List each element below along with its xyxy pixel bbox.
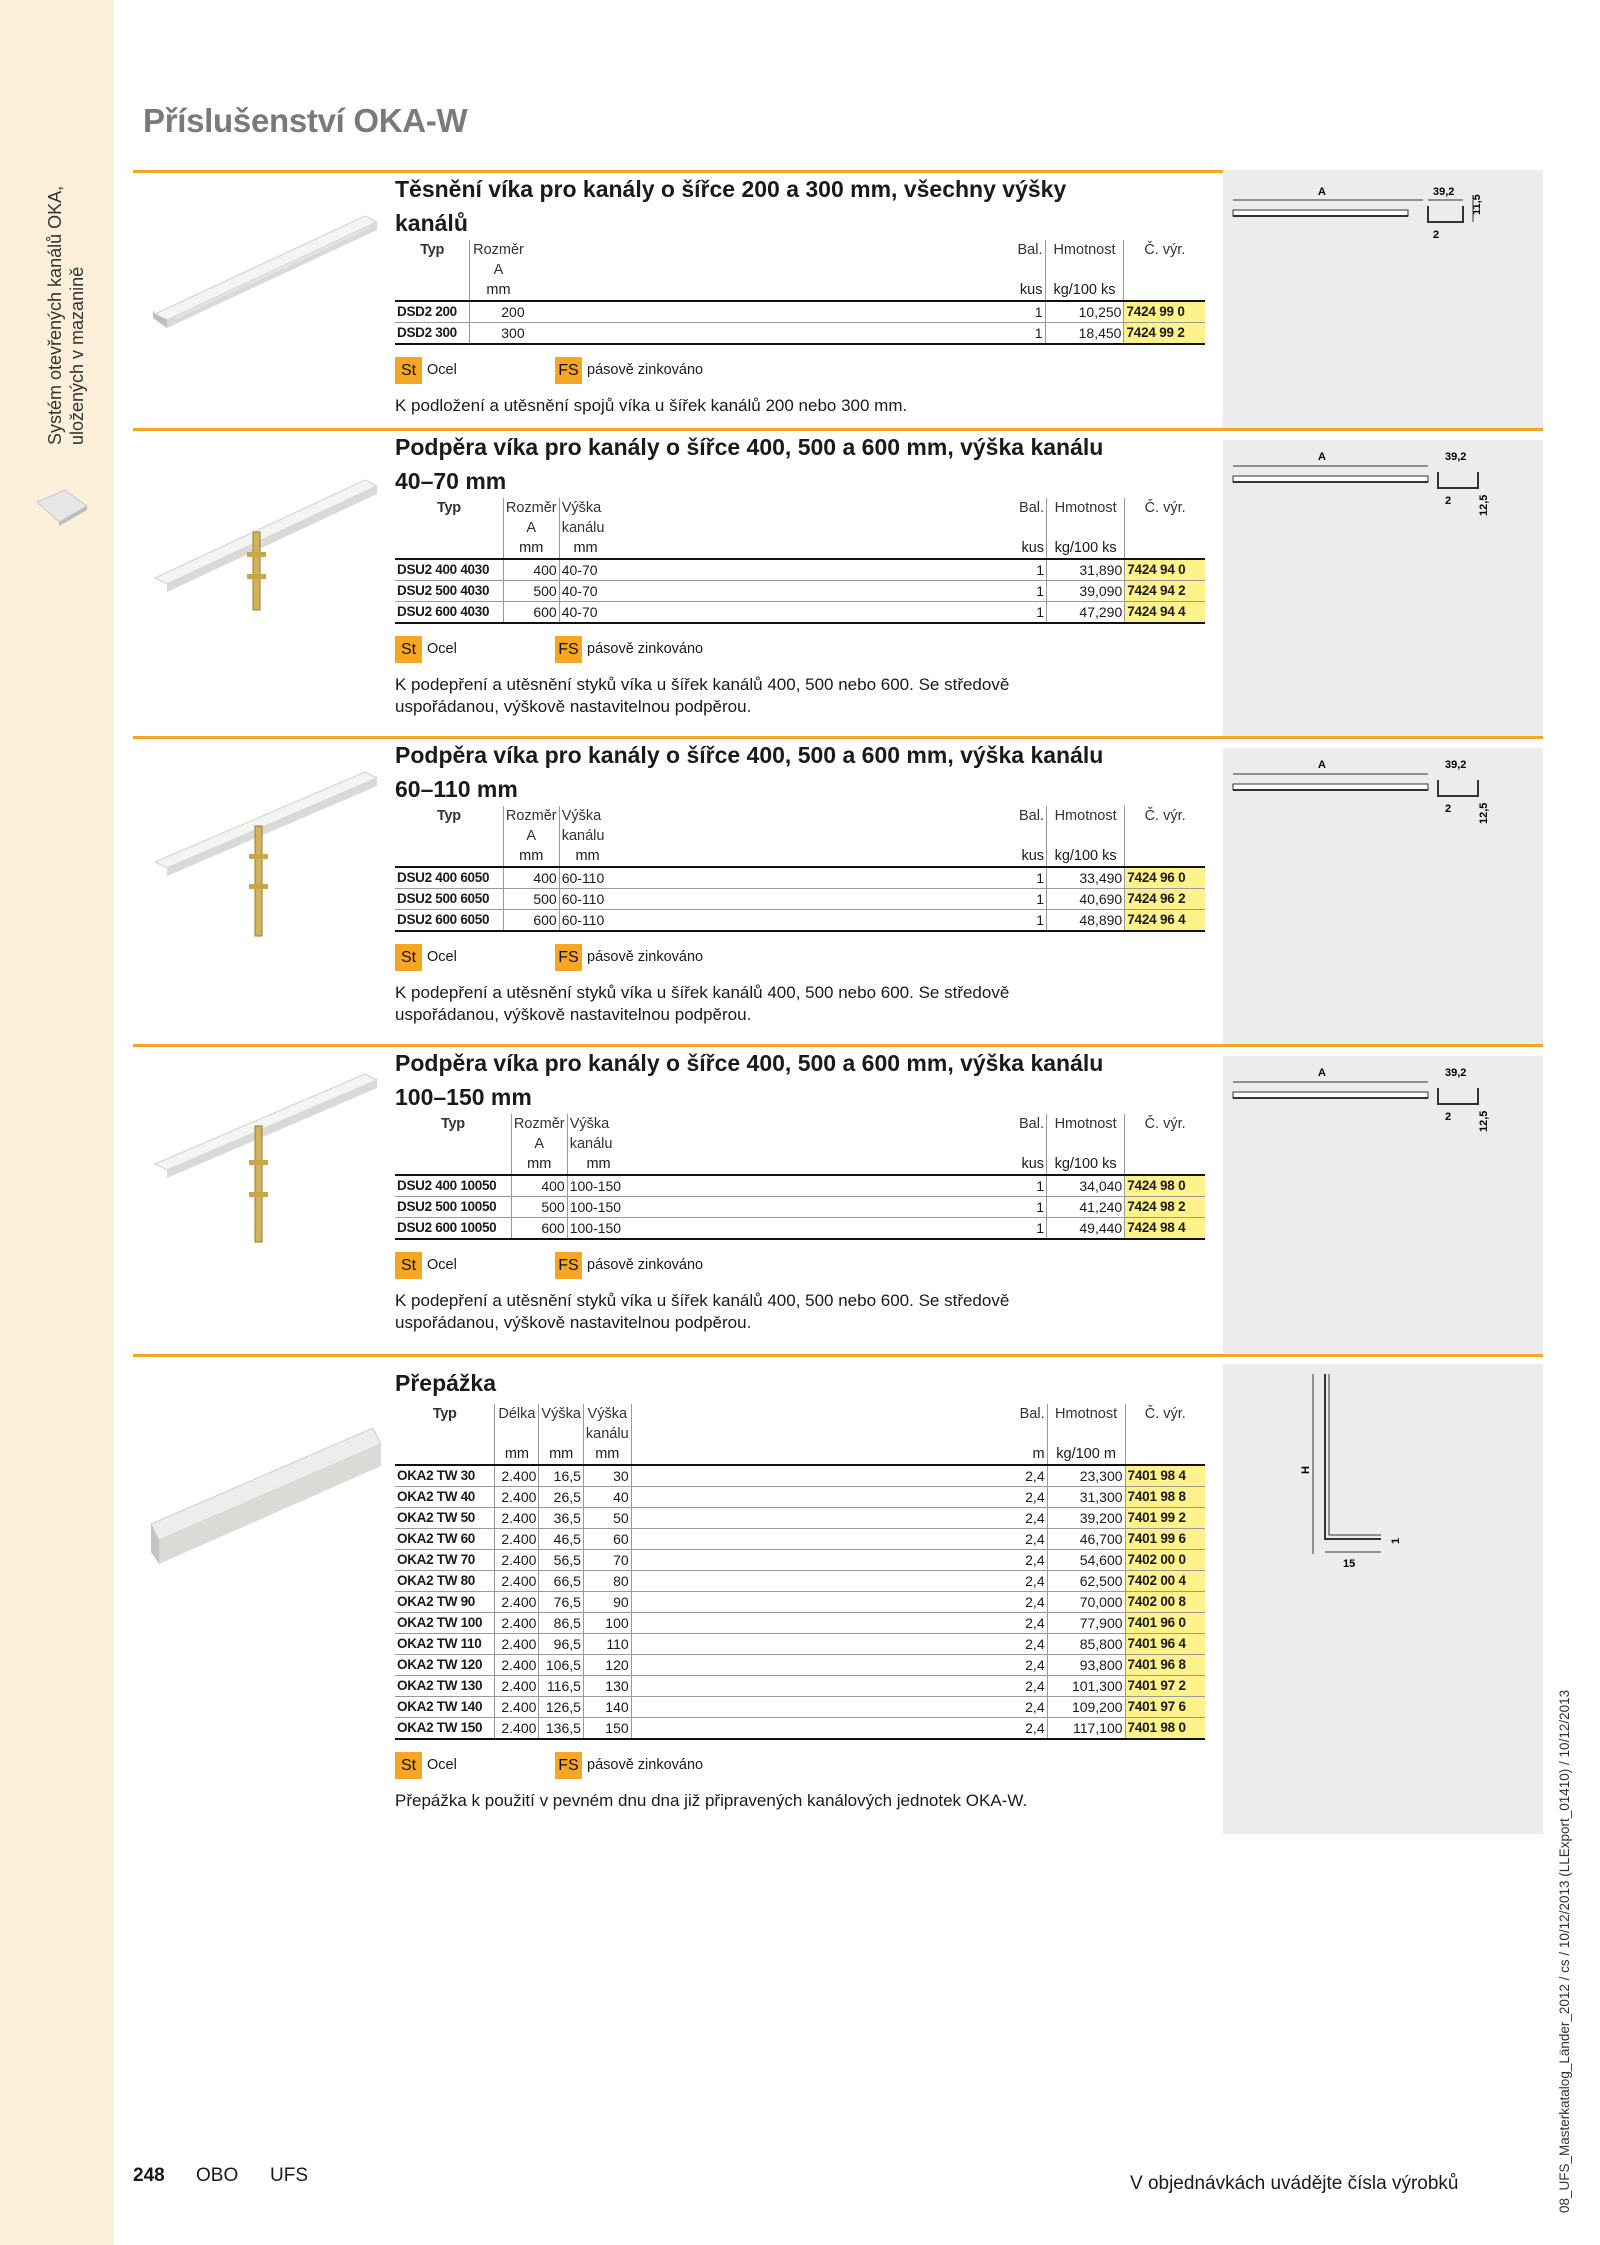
product-title: Podpěra víka pro kanály o šířce 400, 500 a 600 mm, výška kanálu 40–70 mm [395, 434, 1104, 494]
table-row: OKA2 TW 80 2.400 66,5 80 2,4 62,500 7402 00 4 [395, 1571, 1205, 1592]
lid-seal-drawing [1223, 170, 1543, 250]
section-content [395, 428, 1205, 718]
spec-table: Typ Délka Výška Výška kanálu Bal. Hmotnost Č. výr. mm mm mm m kg/100 m OKA2 TW 30 2.400 16,5 30 2,4 23,300 7401 98 4 OKA2 TW 40 2.400 26,5 40 2,4 31,300 7401 98 8 OKA2 TW 50 2.400 36,5 50 2,4 39,200 7401 99 2 OKA2 TW 60 2.400 46,5 60 2,4 46,700 7401 99 6 OKA2 TW 70 2.400 56,5 70 2,4 54,600 7402 00 0 OKA2 TW 80 2.400 66,5 80 2,4 62,500 7402 00 4 OKA2 TW 90 2.400 76,5 90 2,4 70,000 7402 00 8 OKA2 TW 100 2.400 86,5 100 2,4 77,900 7401 96 0 OKA2 TW 110 2.400 96,5 110 2,4 85,800 7401 96 4 OKA2 TW 120 2.400 106,5 120 2,4 93,800 7401 96 8 OKA2 TW 130 2.400 116,5 130 2,4 101,300 7401 97 2 OKA2 TW 140 2.400 126,5 140 2,4 109,200 7401 97 6 OKA2 TW 150 2.400 136,5 150 2,4 117,100 7401 98 0 [395, 1404, 1205, 1740]
svg-text:39,2: 39,2 [1445, 1067, 1467, 1079]
lid-seal-image [145, 192, 385, 372]
footer-brand: OBO [196, 2165, 239, 2186]
svg-text:A: A [1318, 451, 1326, 463]
material-row: St Ocel FS pásově zinkováno [395, 1252, 1205, 1282]
col-bal: Bal. [1017, 242, 1043, 258]
product-description: K podepření a utěsnění styků víka u šířek kanálů 400, 500 nebo 600. Se středově uspořádanou, výškově nastavitelnou podpěrou. [395, 1291, 1010, 1332]
lid-support-drawing [1223, 748, 1543, 838]
section-dsu2-10050 [133, 1044, 1543, 1354]
lid-support-image [145, 456, 385, 636]
material-code-st: St [395, 357, 422, 384]
lid-support-image [145, 1064, 385, 1244]
svg-text:12,5: 12,5 [1478, 494, 1490, 516]
section-content [395, 1354, 1205, 1812]
section-dsu2-6050 [133, 736, 1543, 1044]
table-row: OKA2 TW 50 2.400 36,5 50 2,4 39,200 7401 99 2 [395, 1508, 1205, 1529]
page-title: Příslušenství OKA-W [143, 102, 468, 139]
table-row: DSD2 300 300 1 18,450 7424 99 2 [395, 323, 1205, 345]
title-line2: kanálů [395, 210, 468, 236]
technical-drawing [1223, 170, 1543, 428]
section-content [395, 736, 1205, 1026]
chapter-marker-icon [35, 488, 90, 528]
table-row: OKA2 TW 60 2.400 46,5 60 2,4 46,700 7401 99 6 [395, 1529, 1205, 1550]
table-row: DSU2 400 10050 400 100-150 1 34,040 7424 98 0 [395, 1175, 1205, 1197]
col-article: Č. výr. [1124, 240, 1205, 280]
section-divider [133, 1354, 1543, 1834]
section-content [395, 170, 1205, 417]
divider-drawing [1223, 1364, 1543, 1604]
col-dim: Rozměr A [470, 240, 527, 280]
col-weight: Hmotnost [1045, 240, 1124, 280]
product-title: Podpěra víka pro kanály o šířce 400, 500 a 600 mm, výška kanálu 100–150 mm [395, 1050, 1104, 1110]
product-title: Přepážka [395, 1370, 497, 1396]
table-row: OKA2 TW 150 2.400 136,5 150 2,4 117,100 7401 98 0 [395, 1718, 1205, 1740]
table-row: DSD2 200 200 1 10,250 7424 99 0 [395, 301, 1205, 323]
material-row: St Ocel FS pásově zinkováno [395, 1752, 1205, 1782]
svg-text:39,2: 39,2 [1445, 759, 1467, 771]
material-row [395, 357, 1205, 387]
title-line1: Těsnění víka pro kanály o šířce 200 a 300 mm, všechny výšky [395, 176, 1067, 202]
document-code: 08_UFS_Masterkatalog_Länder_2012 / cs / 10/12/2013 (LLExport_01410) / 10/12/2013 [1557, 1689, 1572, 2213]
footer-note: V objednávkách uvádějte čísla výrobků [1130, 2173, 1459, 2194]
svg-text:15: 15 [1343, 1558, 1356, 1570]
technical-drawing [1223, 1056, 1543, 1354]
page-number: 248 [133, 2165, 165, 2186]
table-row: OKA2 TW 110 2.400 96,5 110 2,4 85,800 7401 96 4 [395, 1634, 1205, 1655]
svg-text:1: 1 [1390, 1537, 1402, 1544]
svg-text:H: H [1300, 1466, 1312, 1474]
svg-text:2: 2 [1433, 229, 1440, 241]
technical-drawing [1223, 440, 1543, 736]
material-label-st: Ocel [427, 362, 457, 378]
product-title: Podpěra víka pro kanály o šířce 400, 500 a 600 mm, výška kanálu 60–110 mm [395, 742, 1104, 802]
svg-text:12,5: 12,5 [1478, 1110, 1490, 1132]
material-row: St Ocel FS pásově zinkováno [395, 944, 1205, 974]
material-label-fs: pásově zinkováno [587, 362, 704, 378]
spec-table: Typ Rozměr A Výška kanálu Bal. Hmotnost Č. výr. mm mm kus kg/100 ks DSU2 400 6050 400 60-110 1 33,490 7424 96 0 DSU2 500 6050 500 60-110 1 40,690 7424 96 2 DSU2 600 6050 600 60-110 1 48,890 7424 96 4 [395, 806, 1205, 932]
section-dsd2 [133, 170, 1543, 428]
svg-text:12,5: 12,5 [1478, 802, 1490, 824]
material-row: St Ocel FS pásově zinkováno [395, 636, 1205, 666]
svg-text:2: 2 [1445, 495, 1452, 507]
product-title [395, 172, 1205, 240]
technical-drawing [1223, 1364, 1543, 1834]
product-description: K podepření a utěsnění styků víka u šířek kanálů 400, 500 nebo 600. Se středově uspořádanou, výškově nastavitelnou podpěrou. [395, 675, 1010, 716]
product-description: Přepážka k použití v pevném dnu dna již připravených kanálových jednotek OKA-W. [395, 1791, 1028, 1810]
svg-text:A: A [1318, 186, 1326, 198]
col-typ: Typ [420, 242, 445, 258]
table-row: DSU2 600 10050 600 100-150 1 49,440 7424 98 4 [395, 1218, 1205, 1240]
table-row: DSU2 500 6050 500 60-110 1 40,690 7424 96 2 [395, 889, 1205, 910]
spec-table: Typ Rozměr A Výška kanálu Bal. Hmotnost Č. výr. mm mm kus kg/100 ks DSU2 400 10050 400 100-150 1 34,040 7424 98 0 DSU2 500 10050 500 100-150 1 41,240 7424 98 2 DSU2 600 10050 600 100-150 1 49,440 7424 98 4 [395, 1114, 1205, 1240]
table-row: OKA2 TW 140 2.400 126,5 140 2,4 109,200 7401 97 6 [395, 1697, 1205, 1718]
side-chapter-line2: uložených v mazanině [67, 266, 87, 445]
table-row: OKA2 TW 100 2.400 86,5 100 2,4 77,900 7401 96 0 [395, 1613, 1205, 1634]
lid-support-drawing [1223, 440, 1543, 530]
svg-text:A: A [1318, 1067, 1326, 1079]
svg-text:2: 2 [1445, 1111, 1452, 1123]
table-row: OKA2 TW 30 2.400 16,5 30 2,4 23,300 7401 98 4 [395, 1465, 1205, 1487]
table-row: OKA2 TW 70 2.400 56,5 70 2,4 54,600 7402 00 0 [395, 1550, 1205, 1571]
product-description: K podložení a utěsnění spojů víka u šířek kanálů 200 nebo 300 mm. [395, 396, 908, 415]
table-row: DSU2 400 6050 400 60-110 1 33,490 7424 96 0 [395, 867, 1205, 889]
material-code-fs: FS [555, 357, 582, 384]
section-content [395, 1044, 1205, 1334]
table-row: OKA2 TW 90 2.400 76,5 90 2,4 70,000 7402 00 8 [395, 1592, 1205, 1613]
technical-drawing [1223, 748, 1543, 1044]
lid-support-drawing [1223, 1056, 1543, 1146]
table-row: DSU2 600 6050 600 60-110 1 48,890 7424 96 4 [395, 910, 1205, 932]
footer-product-line: UFS [270, 2165, 308, 2186]
product-description: K podepření a utěsnění styků víka u šířek kanálů 400, 500 nebo 600. Se středově uspořádanou, výškově nastavitelnou podpěrou. [395, 983, 1010, 1024]
lid-support-image [145, 762, 385, 942]
svg-text:A: A [1318, 759, 1326, 771]
table-row: DSU2 500 10050 500 100-150 1 41,240 7424 98 2 [395, 1197, 1205, 1218]
side-chapter-label [44, 105, 88, 445]
table-row: DSU2 500 4030 500 40-70 1 39,090 7424 94 2 [395, 581, 1205, 602]
table-row: DSU2 600 4030 600 40-70 1 47,290 7424 94 4 [395, 602, 1205, 624]
svg-text:39,2: 39,2 [1445, 451, 1467, 463]
table-row: OKA2 TW 120 2.400 106,5 120 2,4 93,800 7401 96 8 [395, 1655, 1205, 1676]
svg-text:2: 2 [1445, 803, 1452, 815]
divider-image [145, 1414, 385, 1614]
spec-table: Typ Rozměr A Bal. Hmotnost Č. výr. mm kus kg/100 ks DSD2 200 200 1 10,250 7424 99 0 DSD2 300 300 1 18,450 7424 99 2 [395, 240, 1205, 345]
table-row: OKA2 TW 130 2.400 116,5 130 2,4 101,300 7401 97 2 [395, 1676, 1205, 1697]
table-row: OKA2 TW 40 2.400 26,5 40 2,4 31,300 7401 98 8 [395, 1487, 1205, 1508]
svg-text:11,5: 11,5 [1471, 194, 1483, 215]
side-chapter-line1: Systém otevřených kanálů OKA, [45, 185, 65, 445]
table-row: DSU2 400 4030 400 40-70 1 31,890 7424 94 0 [395, 559, 1205, 581]
svg-text:39,2: 39,2 [1433, 186, 1455, 198]
spec-table: Typ Rozměr A Výška kanálu Bal. Hmotnost Č. výr. mm mm kus kg/100 ks DSU2 400 4030 400 40-70 1 31,890 7424 94 0 DSU2 500 4030 500 40-70 1 39,090 7424 94 2 DSU2 600 4030 600 40-70 1 47,290 7424 94 4 [395, 498, 1205, 624]
section-dsu2-4030 [133, 428, 1543, 736]
